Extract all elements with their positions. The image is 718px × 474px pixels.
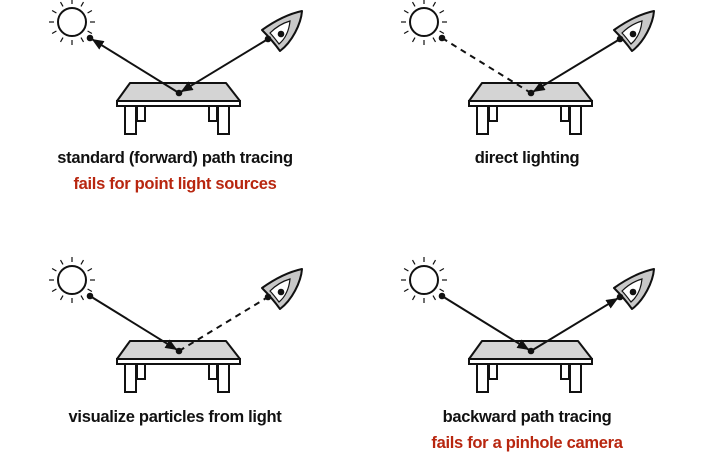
- table-leg: [125, 104, 136, 134]
- panel-backward-path-tracing: [401, 257, 654, 392]
- panel-note: fails for point light sources: [73, 175, 277, 193]
- caption-direct: [357, 148, 697, 168]
- sun-ray: [413, 296, 416, 300]
- camera-sample-dot: [265, 36, 272, 43]
- sun-ray: [81, 296, 84, 300]
- light-sample-dot: [439, 35, 446, 42]
- surface-hit-dot: [528, 348, 535, 355]
- table-leg: [218, 362, 229, 392]
- table-leg: [477, 362, 488, 392]
- sun-ray: [81, 2, 84, 6]
- panel-title: visualize particles from light: [68, 408, 282, 426]
- sun-ray: [52, 11, 56, 14]
- sun-disc: [410, 266, 438, 294]
- sun-disc: [58, 8, 86, 36]
- table-leg: [570, 104, 581, 134]
- sun-ray: [88, 289, 92, 292]
- eye-pupil: [278, 31, 285, 38]
- table-leg: [125, 362, 136, 392]
- sun-ray: [88, 269, 92, 272]
- sun-ray: [61, 296, 64, 300]
- sun-ray: [440, 269, 444, 272]
- sun-ray: [404, 269, 408, 272]
- sun-ray: [404, 289, 408, 292]
- camera-sample-dot: [617, 294, 624, 301]
- sun-disc: [410, 8, 438, 36]
- table-leg: [477, 104, 488, 134]
- sun-ray: [433, 260, 436, 264]
- caption-particles: [5, 407, 345, 427]
- light-sample-dot: [439, 293, 446, 300]
- sun-ray: [61, 260, 64, 264]
- sun-ray: [88, 31, 92, 34]
- eye-pupil: [278, 289, 285, 296]
- light-sample-dot: [87, 35, 94, 42]
- sun-ray: [440, 31, 444, 34]
- panel-direct-lighting: [401, 0, 654, 134]
- surface-hit-dot: [176, 348, 183, 355]
- panel-title: standard (forward) path tracing: [57, 149, 293, 167]
- panel-visualize-particles: [49, 257, 302, 392]
- surface-hit-dot: [528, 90, 535, 97]
- eye-icon: [614, 269, 654, 309]
- surface-hit-dot: [176, 90, 183, 97]
- sun-ray: [433, 296, 436, 300]
- eye-icon: [614, 11, 654, 51]
- eye-icon: [262, 11, 302, 51]
- sun-ray: [81, 260, 84, 264]
- sun-ray: [404, 31, 408, 34]
- sun-ray: [413, 38, 416, 42]
- sun-ray: [433, 38, 436, 42]
- camera-sample-dot: [265, 294, 272, 301]
- sun-ray: [52, 269, 56, 272]
- sun-ray: [404, 11, 408, 14]
- camera-sample-dot: [617, 36, 624, 43]
- panel-note: fails for a pinhole camera: [431, 434, 623, 452]
- sun-ray: [440, 289, 444, 292]
- table-leg: [570, 362, 581, 392]
- sun-ray: [440, 11, 444, 14]
- sun-ray: [52, 31, 56, 34]
- sun-ray: [61, 38, 64, 42]
- sun-ray: [413, 2, 416, 6]
- sun-ray: [433, 2, 436, 6]
- table-leg: [218, 104, 229, 134]
- sun-ray: [52, 289, 56, 292]
- sun-ray: [61, 2, 64, 6]
- sun-ray: [81, 38, 84, 42]
- panel-forward-path-tracing: [49, 0, 302, 134]
- sun-ray: [413, 260, 416, 264]
- eye-pupil: [630, 31, 637, 38]
- caption-forward: [5, 148, 345, 194]
- sun-disc: [58, 266, 86, 294]
- eye-pupil: [630, 289, 637, 296]
- light-sample-dot: [87, 293, 94, 300]
- panel-title: direct lighting: [474, 149, 580, 167]
- panel-title: backward path tracing: [442, 408, 612, 426]
- caption-backward: [357, 407, 697, 453]
- sun-ray: [88, 11, 92, 14]
- eye-icon: [262, 269, 302, 309]
